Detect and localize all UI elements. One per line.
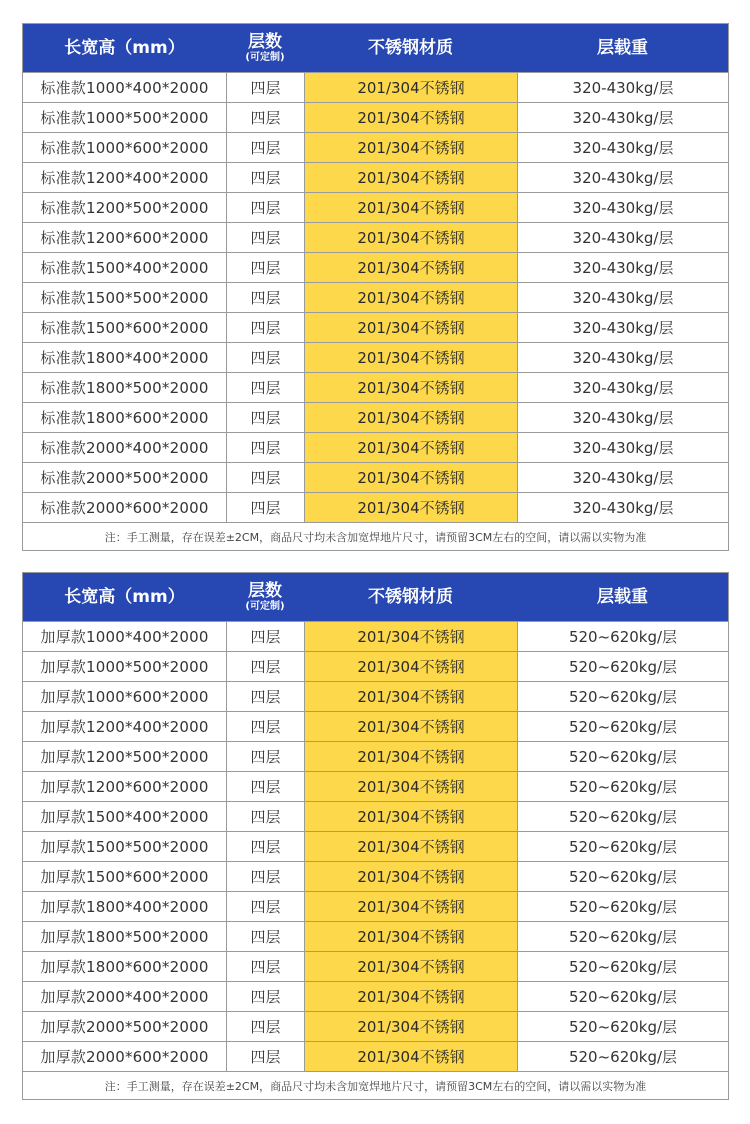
cell-layers: 四层	[226, 193, 304, 222]
header-material	[304, 573, 517, 621]
cell-material: 201/304不锈钢	[304, 253, 517, 282]
cell-layers: 四层	[226, 133, 304, 162]
cell-material: 201/304不锈钢	[304, 1012, 517, 1041]
cell-layers: 四层	[226, 652, 304, 681]
cell-size: 标准款1200*400*2000	[40, 169, 209, 187]
cell-material: 201/304不锈钢	[304, 403, 517, 432]
table-row	[23, 1011, 728, 1041]
cell-material: 201/304不锈钢	[304, 283, 517, 312]
cell-size: 标准款1200*500*2000	[40, 199, 209, 217]
cell-material: 201/304不锈钢	[304, 163, 517, 192]
cell-material: 201/304不锈钢	[304, 982, 517, 1011]
table-row	[23, 312, 728, 342]
cell-material: 201/304不锈钢	[304, 622, 517, 651]
cell-layers: 四层	[226, 862, 304, 891]
table-row	[23, 981, 728, 1011]
cell-material: 201/304不锈钢	[304, 73, 517, 102]
table-row	[23, 162, 728, 192]
header-size	[23, 24, 226, 72]
table-row	[23, 741, 728, 771]
cell-size: 加厚款1200*500*2000	[40, 748, 209, 766]
table-body	[23, 72, 728, 522]
cell-size: 加厚款1800*400*2000	[40, 898, 209, 916]
cell-layers: 四层	[226, 433, 304, 462]
footnote: 注：手工测量，存在误差±2CM，商品尺寸均未含加宽焊地片尺寸，请预留3CM左右的空间，请以需以实物为准	[23, 522, 728, 550]
cell-load: 520~620kg/层	[517, 682, 728, 711]
cell-material: 201/304不锈钢	[304, 343, 517, 372]
spec-table-thick	[22, 572, 729, 1100]
table-row	[23, 252, 728, 282]
cell-material: 201/304不锈钢	[304, 463, 517, 492]
cell-load: 520~620kg/层	[517, 652, 728, 681]
cell-load: 320-430kg/层	[517, 163, 728, 192]
cell-size: 标准款1500*400*2000	[40, 259, 209, 277]
cell-material: 201/304不锈钢	[304, 952, 517, 981]
cell-layers: 四层	[226, 103, 304, 132]
header-load-label: 层载重	[597, 38, 648, 58]
cell-size: 加厚款1200*400*2000	[40, 718, 209, 736]
cell-load: 320-430kg/层	[517, 313, 728, 342]
cell-material: 201/304不锈钢	[304, 742, 517, 771]
cell-layers: 四层	[226, 982, 304, 1011]
table-row	[23, 462, 728, 492]
table-row	[23, 132, 728, 162]
cell-layers: 四层	[226, 772, 304, 801]
cell-size: 加厚款1500*400*2000	[40, 808, 209, 826]
table-row	[23, 711, 728, 741]
cell-load: 520~620kg/层	[517, 622, 728, 651]
cell-layers: 四层	[226, 832, 304, 861]
cell-material: 201/304不锈钢	[304, 802, 517, 831]
cell-load: 520~620kg/层	[517, 952, 728, 981]
cell-layers: 四层	[226, 1012, 304, 1041]
cell-load: 320-430kg/层	[517, 433, 728, 462]
header-size-label: 长宽高（mm）	[64, 587, 185, 607]
cell-material: 201/304不锈钢	[304, 652, 517, 681]
cell-load: 320-430kg/层	[517, 103, 728, 132]
cell-size: 加厚款1500*600*2000	[40, 868, 209, 886]
cell-size: 标准款1000*500*2000	[40, 109, 209, 127]
header-layers-sub: (可定制)	[245, 52, 285, 63]
cell-material: 201/304不锈钢	[304, 862, 517, 891]
cell-size: 标准款1800*500*2000	[40, 379, 209, 397]
cell-size: 加厚款1000*500*2000	[40, 658, 209, 676]
table-body	[23, 621, 728, 1071]
cell-material: 201/304不锈钢	[304, 832, 517, 861]
header-material-label: 不锈钢材质	[368, 587, 453, 607]
table-row	[23, 681, 728, 711]
cell-material: 201/304不锈钢	[304, 892, 517, 921]
table-row	[23, 951, 728, 981]
cell-layers: 四层	[226, 1042, 304, 1071]
cell-load: 520~620kg/层	[517, 1012, 728, 1041]
cell-load: 520~620kg/层	[517, 742, 728, 771]
cell-layers: 四层	[226, 622, 304, 651]
cell-layers: 四层	[226, 463, 304, 492]
table-row	[23, 921, 728, 951]
header-load	[517, 573, 728, 621]
cell-load: 320-430kg/层	[517, 253, 728, 282]
table-header	[23, 573, 728, 621]
cell-material: 201/304不锈钢	[304, 712, 517, 741]
cell-load: 520~620kg/层	[517, 802, 728, 831]
cell-material: 201/304不锈钢	[304, 313, 517, 342]
table-row	[23, 222, 728, 252]
header-load	[517, 24, 728, 72]
cell-size: 标准款1800*600*2000	[40, 409, 209, 427]
table-row	[23, 891, 728, 921]
cell-layers: 四层	[226, 373, 304, 402]
cell-load: 320-430kg/层	[517, 403, 728, 432]
header-size	[23, 573, 226, 621]
cell-layers: 四层	[226, 742, 304, 771]
header-layers-label: 层数	[248, 32, 282, 52]
cell-load: 320-430kg/层	[517, 283, 728, 312]
cell-layers: 四层	[226, 223, 304, 252]
cell-material: 201/304不锈钢	[304, 493, 517, 522]
cell-layers: 四层	[226, 73, 304, 102]
cell-layers: 四层	[226, 802, 304, 831]
cell-load: 320-430kg/层	[517, 133, 728, 162]
header-load-label: 层载重	[597, 587, 648, 607]
header-layers	[226, 573, 304, 621]
spec-table-standard	[22, 23, 729, 551]
cell-layers: 四层	[226, 892, 304, 921]
cell-load: 520~620kg/层	[517, 772, 728, 801]
cell-layers: 四层	[226, 922, 304, 951]
cell-material: 201/304不锈钢	[304, 223, 517, 252]
cell-size: 标准款1500*600*2000	[40, 319, 209, 337]
cell-load: 520~620kg/层	[517, 862, 728, 891]
header-material	[304, 24, 517, 72]
cell-material: 201/304不锈钢	[304, 373, 517, 402]
cell-material: 201/304不锈钢	[304, 133, 517, 162]
header-material-label: 不锈钢材质	[368, 38, 453, 58]
table-row	[23, 831, 728, 861]
table-row	[23, 102, 728, 132]
cell-layers: 四层	[226, 283, 304, 312]
table-row	[23, 342, 728, 372]
cell-material: 201/304不锈钢	[304, 772, 517, 801]
header-layers-label: 层数	[248, 581, 282, 601]
cell-layers: 四层	[226, 343, 304, 372]
cell-size: 加厚款1000*400*2000	[40, 628, 209, 646]
cell-size: 加厚款1200*600*2000	[40, 778, 209, 796]
cell-load: 320-430kg/层	[517, 223, 728, 252]
cell-layers: 四层	[226, 493, 304, 522]
cell-load: 520~620kg/层	[517, 1042, 728, 1071]
cell-size: 加厚款1000*600*2000	[40, 688, 209, 706]
header-layers	[226, 24, 304, 72]
cell-material: 201/304不锈钢	[304, 433, 517, 462]
cell-layers: 四层	[226, 403, 304, 432]
cell-size: 加厚款2000*400*2000	[40, 988, 209, 1006]
table-row	[23, 1041, 728, 1071]
cell-material: 201/304不锈钢	[304, 193, 517, 222]
cell-load: 520~620kg/层	[517, 922, 728, 951]
cell-load: 320-430kg/层	[517, 463, 728, 492]
cell-layers: 四层	[226, 163, 304, 192]
table-row	[23, 282, 728, 312]
cell-size: 标准款1000*600*2000	[40, 139, 209, 157]
cell-size: 加厚款1500*500*2000	[40, 838, 209, 856]
cell-layers: 四层	[226, 712, 304, 741]
cell-load: 320-430kg/层	[517, 343, 728, 372]
cell-material: 201/304不锈钢	[304, 682, 517, 711]
footnote: 注：手工测量，存在误差±2CM，商品尺寸均未含加宽焊地片尺寸，请预留3CM左右的空间，请以需以实物为准	[23, 1071, 728, 1099]
cell-size: 加厚款2000*600*2000	[40, 1048, 209, 1066]
table-row	[23, 72, 728, 102]
table-row	[23, 432, 728, 462]
table-row	[23, 492, 728, 522]
table-row	[23, 192, 728, 222]
cell-material: 201/304不锈钢	[304, 922, 517, 951]
table-row	[23, 801, 728, 831]
cell-size: 标准款2000*400*2000	[40, 439, 209, 457]
cell-size: 标准款2000*500*2000	[40, 469, 209, 487]
cell-load: 520~620kg/层	[517, 982, 728, 1011]
cell-layers: 四层	[226, 952, 304, 981]
cell-load: 320-430kg/层	[517, 73, 728, 102]
cell-material: 201/304不锈钢	[304, 1042, 517, 1071]
cell-size: 标准款1500*500*2000	[40, 289, 209, 307]
header-layers-sub: (可定制)	[245, 601, 285, 612]
cell-layers: 四层	[226, 313, 304, 342]
cell-size: 加厚款2000*500*2000	[40, 1018, 209, 1036]
cell-layers: 四层	[226, 682, 304, 711]
cell-size: 标准款1200*600*2000	[40, 229, 209, 247]
cell-load: 320-430kg/层	[517, 493, 728, 522]
cell-size: 标准款1000*400*2000	[40, 79, 209, 97]
cell-layers: 四层	[226, 253, 304, 282]
cell-size: 加厚款1800*500*2000	[40, 928, 209, 946]
cell-material: 201/304不锈钢	[304, 103, 517, 132]
table-row	[23, 771, 728, 801]
header-size-label: 长宽高（mm）	[64, 38, 185, 58]
cell-size: 标准款1800*400*2000	[40, 349, 209, 367]
table-row	[23, 402, 728, 432]
cell-load: 520~620kg/层	[517, 892, 728, 921]
cell-size: 标准款2000*600*2000	[40, 499, 209, 517]
cell-size: 加厚款1800*600*2000	[40, 958, 209, 976]
table-header	[23, 24, 728, 72]
table-row	[23, 621, 728, 651]
table-row	[23, 372, 728, 402]
table-row	[23, 651, 728, 681]
cell-load: 520~620kg/层	[517, 712, 728, 741]
cell-load: 320-430kg/层	[517, 373, 728, 402]
cell-load: 320-430kg/层	[517, 193, 728, 222]
table-row	[23, 861, 728, 891]
cell-load: 520~620kg/层	[517, 832, 728, 861]
